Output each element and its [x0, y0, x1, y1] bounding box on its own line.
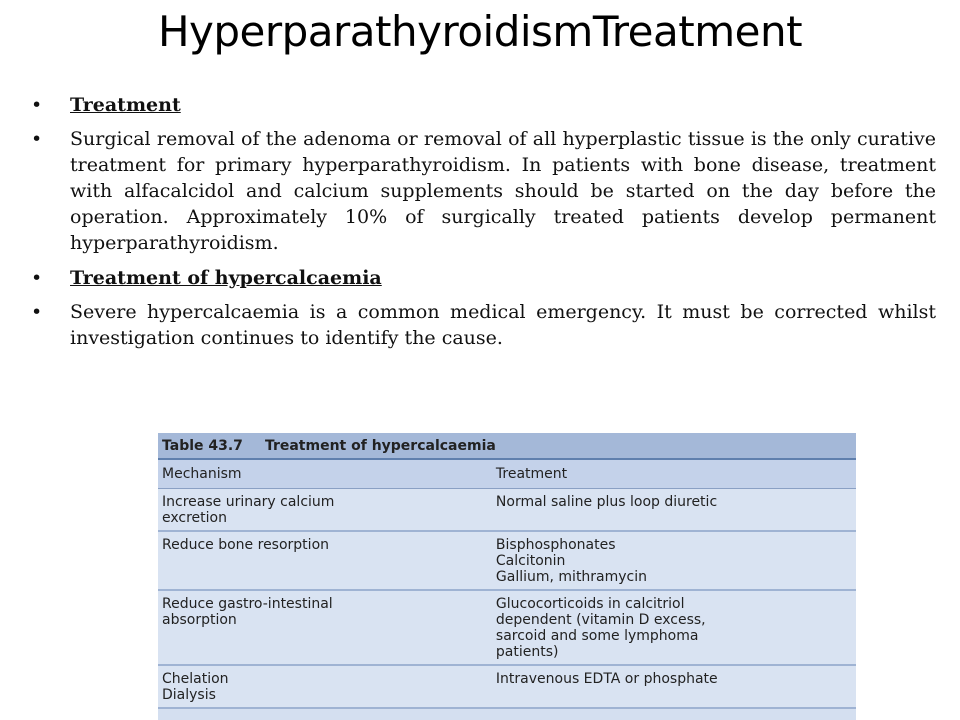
- table-cell-treatment: [492, 489, 856, 532]
- table-row: [158, 665, 856, 708]
- cell-line: Chelation: [162, 671, 229, 687]
- bullet-dot-icon: •: [31, 94, 43, 116]
- table-header-mechanism: Mechanism: [158, 459, 492, 489]
- table-cell-mechanism: [158, 665, 492, 708]
- cell-line: Reduce gastro-intestinal: [162, 596, 333, 612]
- cell-line: Reduce bone resorption: [162, 537, 330, 553]
- table-cell-mechanism: [158, 489, 492, 532]
- treatment-table-image: [158, 433, 856, 720]
- cell-line: excretion: [162, 510, 227, 526]
- cell-line: Normal saline plus loop diuretic: [495, 494, 718, 510]
- cell-line: Glucocorticoids in calcitriol: [495, 596, 685, 612]
- cell-line: patients): [495, 644, 559, 660]
- table-cell-treatment: [492, 590, 856, 665]
- cell-line: Calcitonin: [495, 553, 566, 569]
- cell-line: Intravenous EDTA or phosphate: [495, 671, 718, 687]
- table-cell-treatment: [492, 665, 856, 708]
- bullet-item: [30, 126, 936, 256]
- table-row: [158, 489, 856, 532]
- table-header-treatment: Treatment: [492, 459, 856, 489]
- cell-line: Increase urinary calcium: [162, 494, 335, 510]
- bullet-paragraph-emergency: Severe hypercalcaemia is a common medical emergency. It must be corrected whilst investigation continues to identify the cause.: [70, 301, 936, 349]
- bullet-item: [30, 265, 936, 291]
- table-caption-row: [158, 433, 856, 459]
- treatment-table: [158, 433, 856, 709]
- bullet-heading-hypercalcaemia: Treatment of hypercalcaemia: [70, 267, 382, 289]
- bullet-item: [30, 299, 936, 351]
- bullet-dot-icon: •: [31, 128, 43, 150]
- table-cell-treatment: [492, 531, 856, 590]
- cell-line: Gallium, mithramycin: [495, 569, 648, 585]
- cell-line: absorption: [162, 612, 237, 628]
- cell-line: Bisphosphonates: [495, 537, 616, 553]
- bullet-dot-icon: •: [31, 301, 43, 323]
- bullet-list: [30, 92, 936, 360]
- cell-line: Dialysis: [162, 687, 216, 703]
- cell-line: dependent (vitamin D excess,: [495, 612, 706, 628]
- table-row: [158, 531, 856, 590]
- bullet-item: [30, 92, 936, 118]
- table-header-row: [158, 459, 856, 489]
- bullet-paragraph-surgery: Surgical removal of the adenoma or removal of all hyperplastic tissue is the only curative treatment for primary hyperparathyroidism. In patients with bone disease, treatment with alfacalcidol and calcium supplements should be started on the day before the operation. Approximately 10% of surgically treated patients develop permanent hyperparathyroidism.: [70, 128, 936, 254]
- cell-line: sarcoid and some lymphoma: [495, 628, 699, 644]
- bullet-heading-treatment: Treatment: [70, 94, 181, 116]
- table-row: [158, 590, 856, 665]
- table-cell-mechanism: [158, 590, 492, 665]
- table-cell-mechanism: [158, 531, 492, 590]
- table-caption-title: Treatment of hypercalcaemia: [264, 437, 496, 454]
- table-caption-number: Table 43.7: [162, 437, 243, 454]
- bullet-dot-icon: •: [31, 267, 43, 289]
- slide-title: HyperparathyroidismTreatment: [157, 7, 803, 56]
- table-caption: [158, 433, 856, 459]
